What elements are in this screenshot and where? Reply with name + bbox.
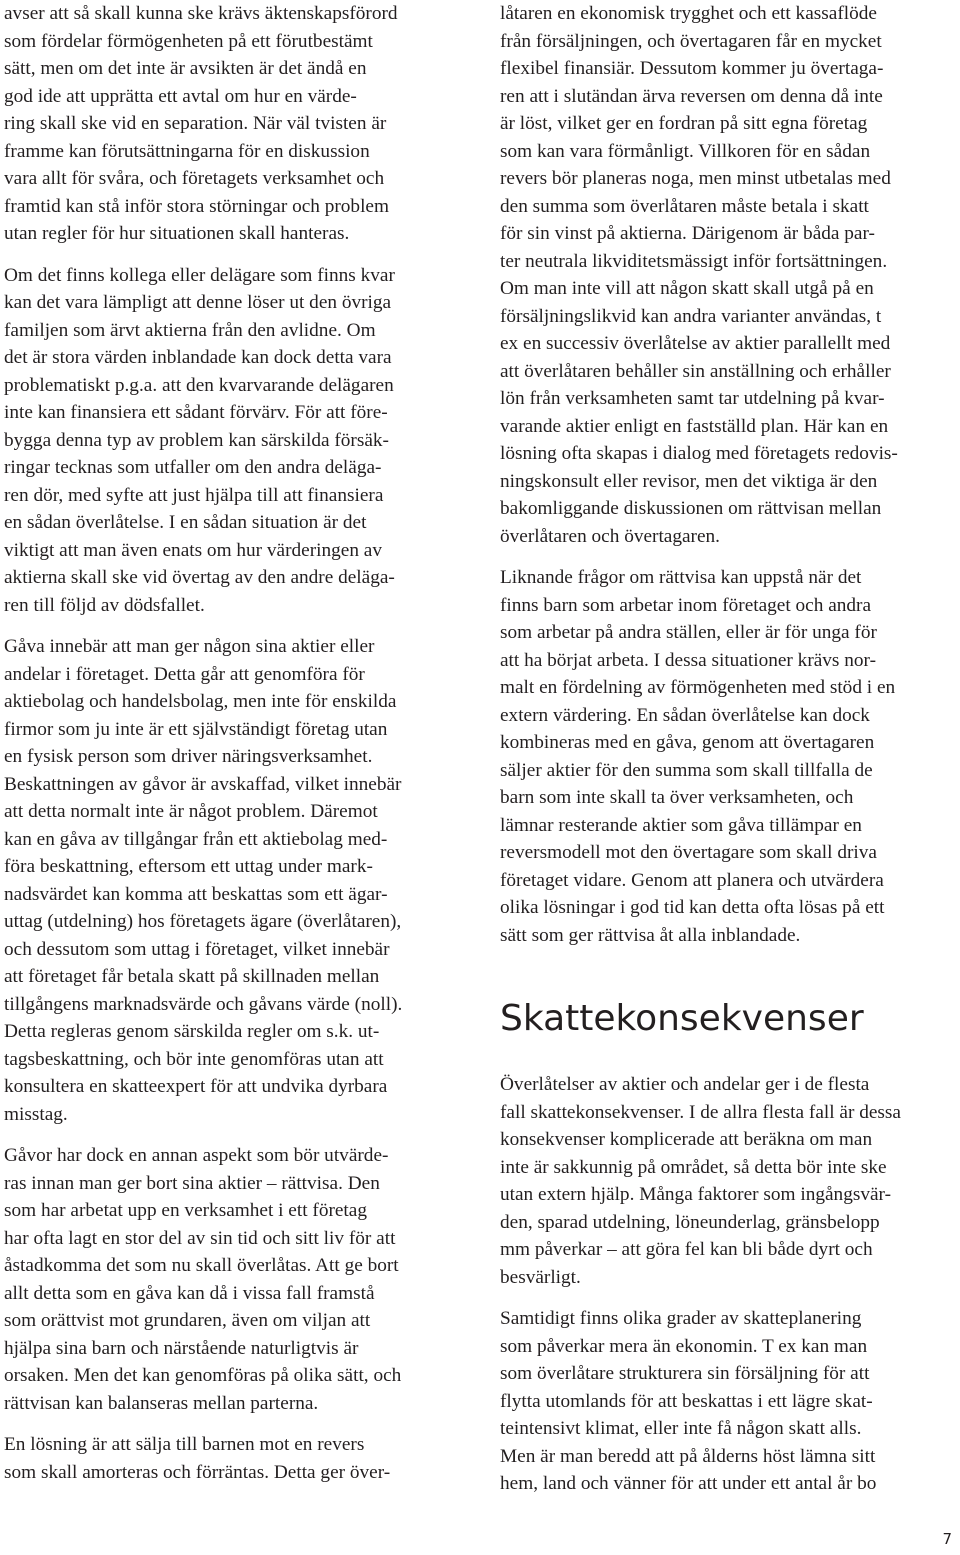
right-paragraph-3: Överlåtelser av aktier och andelar ger i de flesta fall skattekonsekvenser. I de allra flesta fall är dessa konsekvenser komplicerade att beräkna om man inte är sakkunnig på området, så detta bör inte ske utan extern hjälp. Många faktorer som ingångsvär- den, sparad utdelning, löneunderlag, gränsbelopp mm påverkar – att göra fel kan bli både dyrt och besvärligt. [500,1074,901,1288]
left-paragraph-5: En lösning är att sälja till barnen mot en revers som skall amorteras och förräntas. Detta ger över- [4,1434,391,1483]
left-column [4,0,462,1500]
section-heading: Skattekonsekvenser [500,998,864,1039]
right-paragraph-4: Samtidigt finns olika grader av skatteplanering som påverkar mera än ekonomin. T ex kan man som överlåtare strukturera sin försäljning för att flytta utomlands för att beskattas i ett lägre skat- teintensivt klimat, eller inte få någon skatt alls. Men är man beredd att på ålderns höst lämna sitt hem, land och vänner för att under ett antal år bo [500,1308,877,1494]
right-column [500,0,958,1512]
left-paragraph-2: Om det finns kollega eller delägare som finns kvar kan det vara lämpligt att denne löser ut den övriga familjen som ärvt aktierna från den avlidne. Om det är stora värden inblandade kan dock detta vara problematiskt p.g.a. att den kvarvarande delägaren inte kan finansiera ett sådant förvärv. För att före- bygga denna typ av problem kan särskilda försäk- ringar tecknas som utfaller om den andra deläga- ren dör, med syfte att just hjälpa till att finansiera en sådan överlåtelse. I en sådan situation är det viktigt att man även enats om hur värderingen av aktierna skall ske vid övertag av den andre deläga- ren till följd av dödsfallet. [4,264,395,616]
right-paragraph-1: låtaren en ekonomisk trygghet och ett kassaflöde från försäljningen, och övertagaren får en mycket flexibel finansiär. Dessutom kommer ju övertaga- ren att i slutändan ärva reversen om denna då inte är löst, vilket ger en fordran på sitt egna företag som kan vara förmånligt. Villkoren för en sådan revers bör planeras noga, men minst utbetalas med den summa som överlåtaren måste betala i skatt för sin vinst på aktierna. Därigenom är båda par- ter neutrala likviditetsmässigt inför fortsättningen. Om man inte vill att någon skatt skall utgå på en försäljningslikvid kan andra varianter användas, t ex en successiv överlåtelse av aktier parallellt med att överlåtaren behåller sin anställning och erhåller lön från verksamheten samt tar utdelning på kvar- varande aktier enligt en fastställd plan. Här kan en lösning ofta skapas i dialog med företagets redovis- ningskonsult eller revisor, men det viktiga är den bakomliggande diskussionen om rättvisan mellan överlåtaren och övertagaren. [500,3,898,547]
left-paragraph-4: Gåvor har dock en annan aspekt som bör utvärde- ras innan man ger bort sina aktier – rättvisa. Den som har arbetat upp en verksamhet i ett företag har ofta lagt en stor del av sin tid och sitt liv för att åstadkomma det som nu skall överlåtas. Att ge bort allt detta som en gåva kan då i vissa fall framstå som orättvist mot grundaren, även om viljan att hjälpa sina barn och närstående naturligtvis är orsaken. Men det kan genomföras på olika sätt, och rättvisan kan balanseras mellan parterna. [4,1145,402,1414]
left-paragraph-3: Gåva innebär att man ger någon sina aktier eller andelar i företaget. Detta går att genomföra för aktiebolag och handelsbolag, men inte för enskilda firmor som ju inte är ett självständigt företag utan en fysisk person som driver näringsverksamhet. Beskattningen av gåvor är avskaffad, vilket innebär att detta normalt inte är något problem. Däremot kan en gåva av tillgångar från ett aktiebolag med- föra beskattning, eftersom ett uttag under mark- nadsvärdet kan komma att beskattas som ett ägar- uttag (utdelning) hos företagets ägare (överlåtaren), och dessutom som uttag i företaget, vilket innebär att företaget får betala skatt på skillnaden mellan tillgångens marknadsvärde och gåvans värde (noll). Detta regleras genom särskilda regler om s.k. ut- tagsbeskattning, och bör inte genomföras utan att konsultera en skatteexpert för att undvika dyrbara misstag. [4,636,403,1125]
right-paragraph-2: Liknande frågor om rättvisa kan uppstå när det finns barn som arbetar inom företaget och andra som arbetar på andra ställen, eller är för unga för att ha börjat arbeta. I dessa situationer krävs nor- malt en fördelning av förmögenheten med stöd i en extern värdering. En sådan överlåtelse kan dock kombineras med en gåva, genom att övertagaren säljer aktier för den summa som skall tillfalla de barn som inte skall ta över verksamheten, och lämnar resterande aktier som gåva tillämpar en reversmodell mot den övertagare som skall driva företaget vidare. Genom att planera och utvärdera olika lösningar i god tid kan detta ofta lösas på ett sätt som ger rättvisa åt alla inblandade. [500,567,896,946]
page-number: 7 [942,1530,952,1548]
left-paragraph-1: avser att så skall kunna ske krävs äktenskapsförord som fördelar förmögenheten på ett förutbestämt sätt, men om det inte är avsikten är det ändå en god ide att upprätta ett avtal om hur en värde- ring skall ske vid en separation. När väl tvisten är framme kan förutsättningarna för en diskussion vara allt för svåra, och företagets verksamhet och framtid kan stå inför stora störningar och problem utan regler för hur situationen skall hanteras. [4,3,398,244]
